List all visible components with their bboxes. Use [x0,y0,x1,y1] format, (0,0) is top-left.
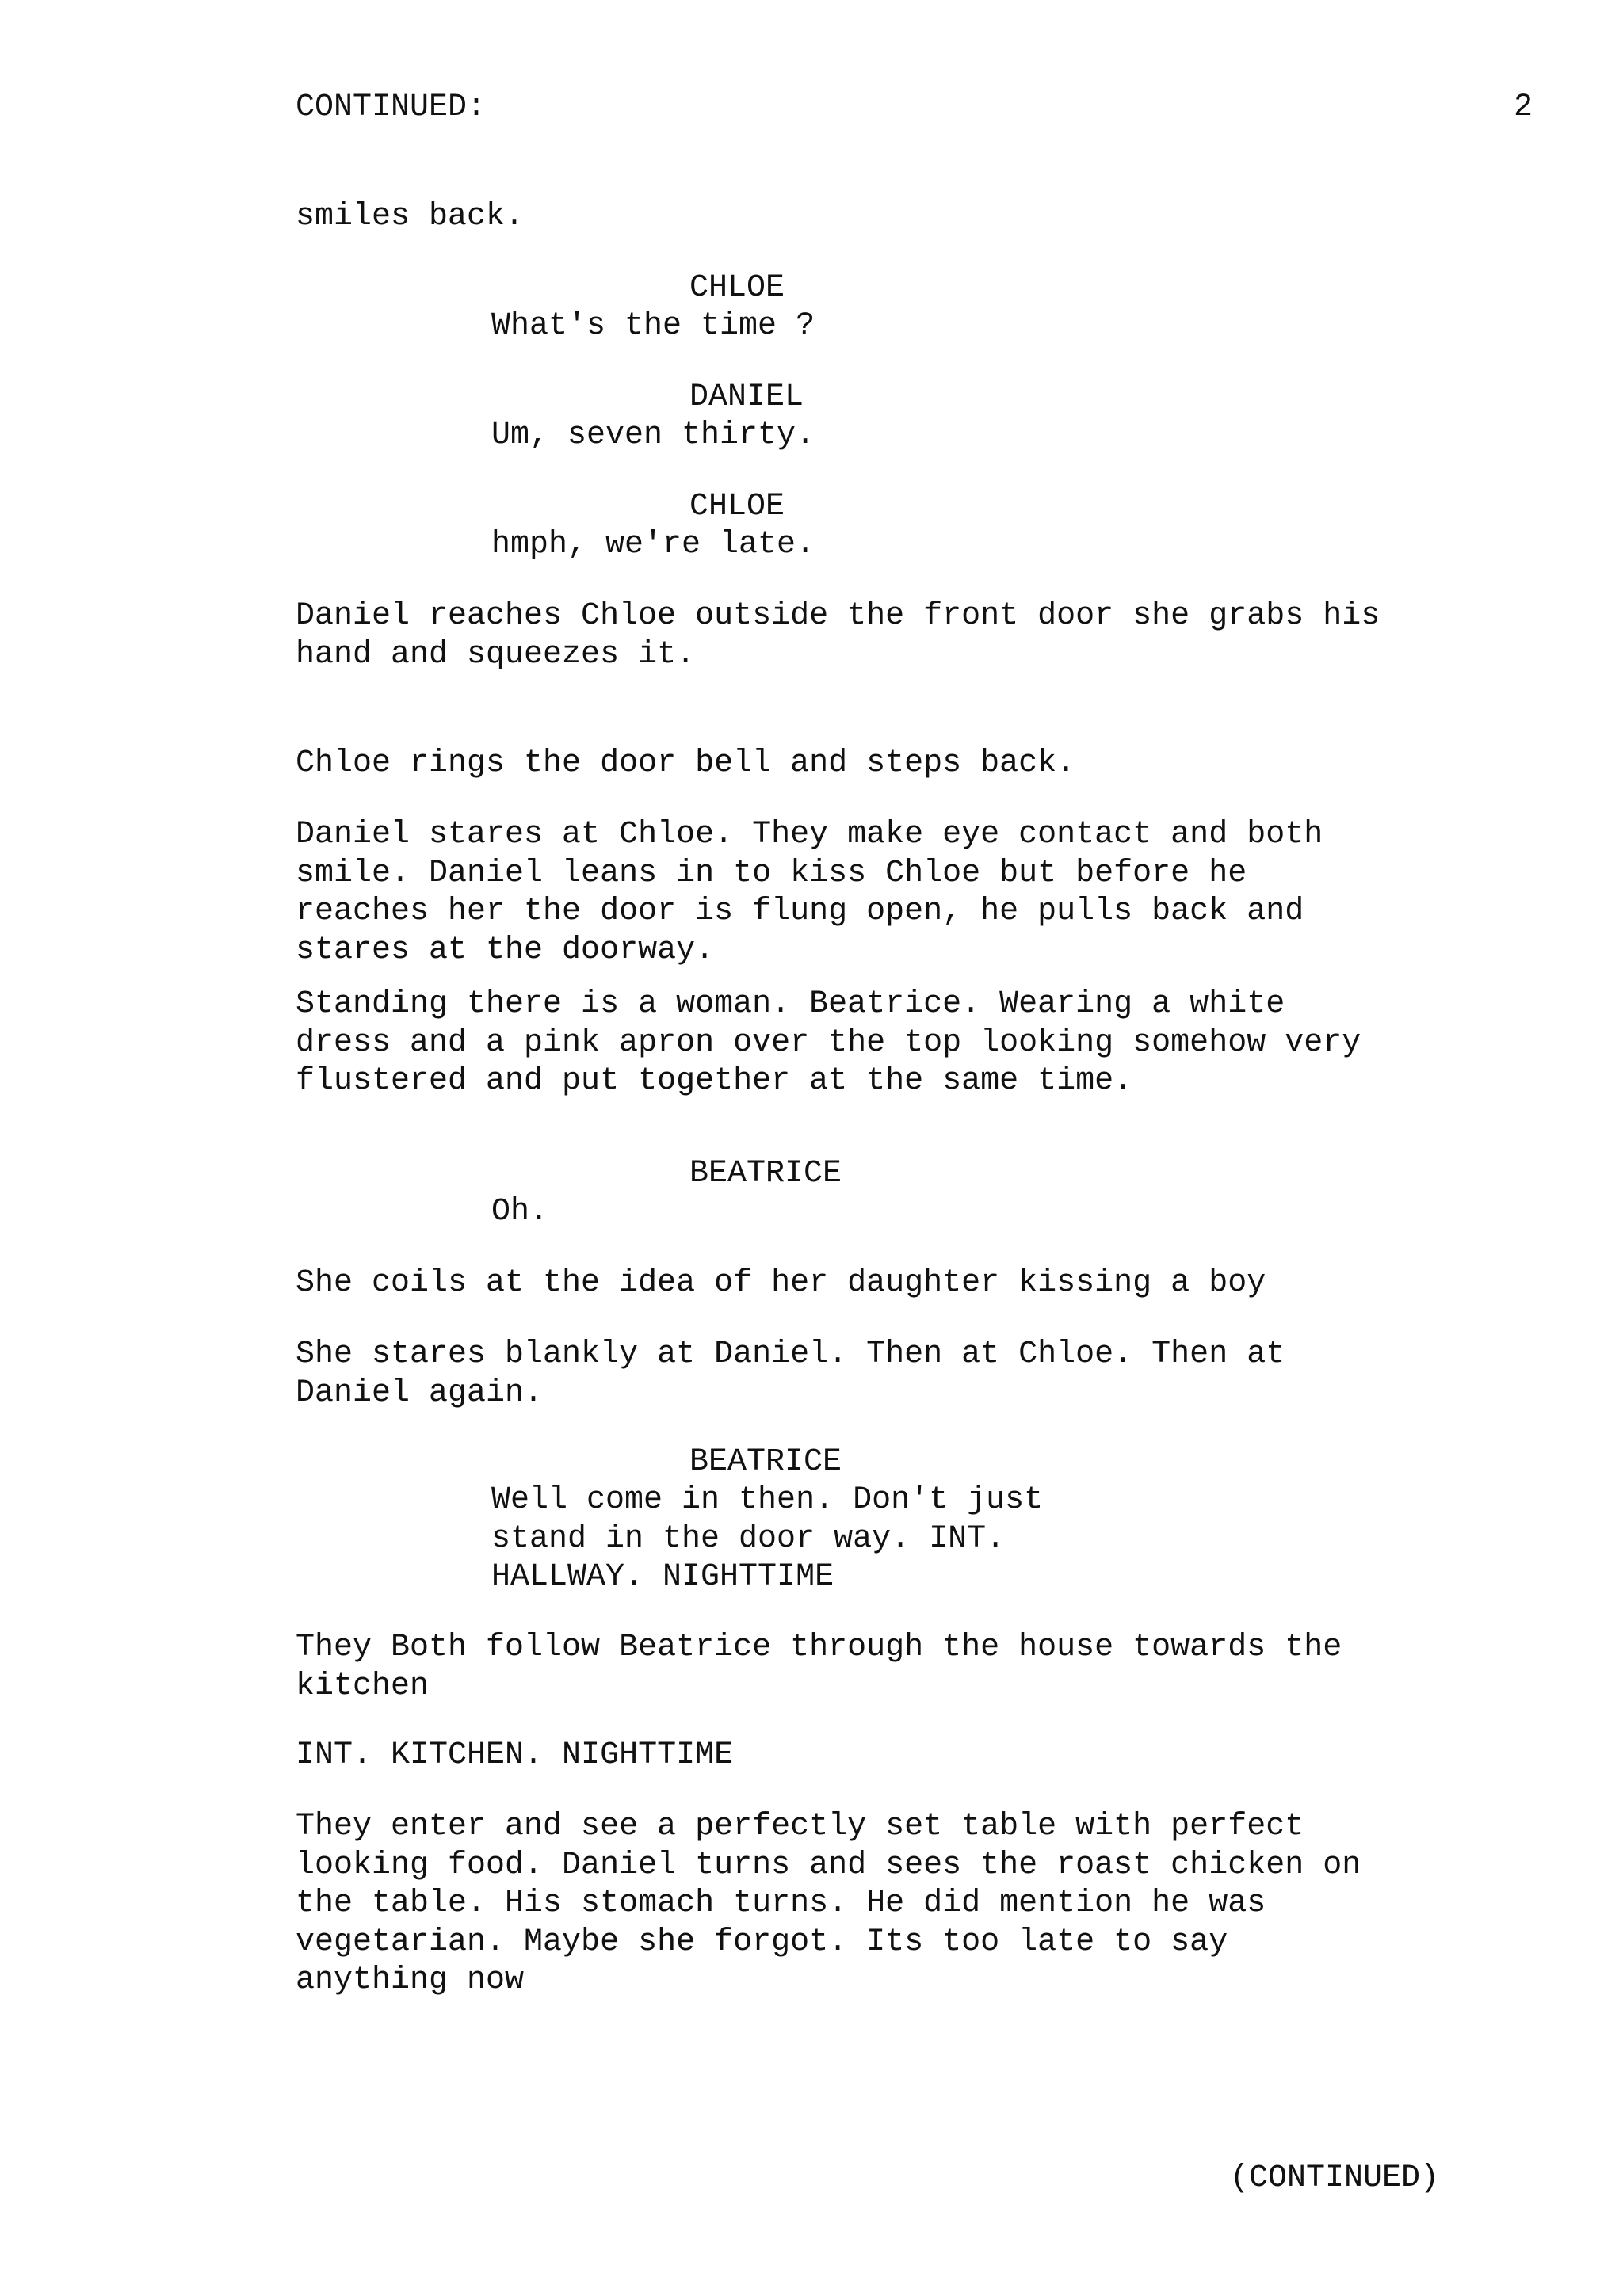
action-line: anything now [296,1962,525,1998]
action-line: smiles back. [296,199,525,235]
dialogue-line: Um, seven thirty. [491,418,815,453]
action-line: Daniel again. [296,1375,544,1411]
action-line: She coils at the idea of her daughter kissing a boy [296,1265,1266,1301]
character-line: DANIEL [689,379,804,415]
action-line: Daniel stares at Chloe. They make eye contact and both [296,817,1323,852]
action-line: hand and squeezes it. [296,636,696,673]
action-line: She stares blankly at Daniel. Then at Chloe. Then at [296,1337,1285,1372]
character-line: CHLOE [689,270,785,306]
action-line: Chloe rings the door bell and steps back. [296,746,1076,781]
action-line: INT. KITCHEN. NIGHTTIME [296,1737,734,1773]
dialogue-line: Oh. [491,1194,549,1230]
action-line: dress and a pink apron over the top looking somehow very [296,1024,1361,1061]
dialogue-line: stand in the door way. INT. [491,1520,1006,1557]
action-line: Standing there is a woman. Beatrice. Wearing a white [296,986,1285,1022]
character-line: CHLOE [689,489,785,524]
continued-footer: (CONTINUED) [1230,2161,1440,2196]
action-line: vegetarian. Maybe she forgot. Its too late to say [296,1924,1228,1960]
dialogue-line: What's the time ? [491,308,815,344]
action-line: flustered and put together at the same time. [296,1063,1133,1099]
character-line: BEATRICE [689,1444,842,1480]
action-line: They enter and see a perfectly set table with perfect [296,1809,1304,1844]
action-line: smile. Daniel leans in to kiss Chloe but before he [296,855,1247,891]
action-line: They Both follow Beatrice through the house towards the [296,1630,1342,1665]
dialogue-line: Well come in then. Don't just [491,1482,1044,1518]
action-line: the table. His stomach turns. He did mention he was [296,1886,1266,1921]
action-line: reaches her the door is flung open, he pulls back and [296,894,1304,929]
dialogue-line: hmph, we're late. [491,527,815,563]
dialogue-line: HALLWAY. NIGHTTIME [491,1559,834,1595]
action-line: stares at the doorway. [296,932,715,968]
page-number: 2 [1514,90,1533,125]
action-line: Daniel reaches Chloe outside the front door she grabs his [296,598,1381,634]
action-line: looking food. Daniel turns and sees the roast chicken on [296,1847,1361,1883]
continued-header: CONTINUED: [296,90,487,125]
character-line: BEATRICE [689,1156,842,1192]
action-line: kitchen [296,1668,430,1704]
